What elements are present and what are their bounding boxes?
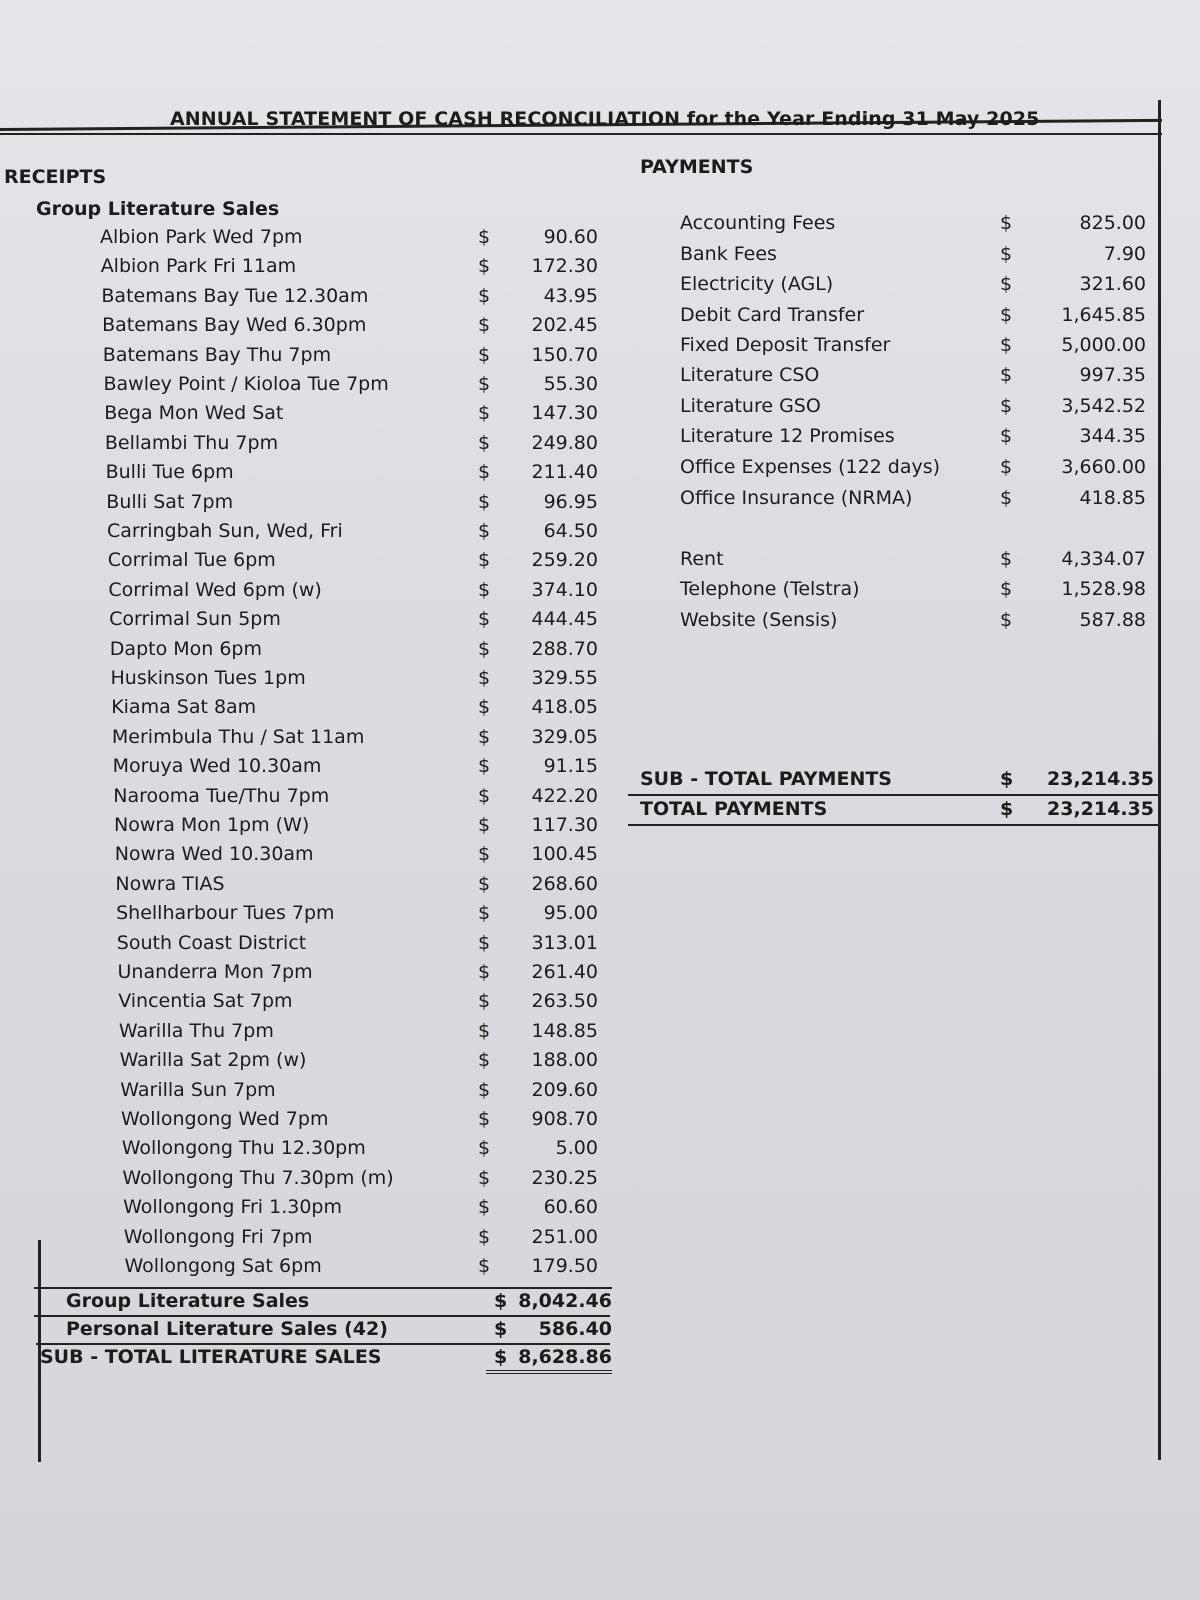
payment-row-label: Electricity (AGL): [680, 273, 834, 295]
payment-total-row-amount: 23,214.35: [1047, 768, 1154, 790]
receipt-row-label: Batemans Bay Thu 7pm: [102, 343, 332, 366]
receipt-row: [125, 1255, 611, 1283]
receipt-row: [103, 344, 610, 372]
receipt-row-amount: 211.40: [531, 461, 598, 484]
receipt-row-currency: $: [478, 520, 491, 542]
receipt-row-amount: 91.15: [543, 755, 598, 778]
grand-total-double-rule: [486, 1370, 612, 1374]
receipt-row-label: Nowra TIAS: [115, 872, 225, 895]
receipt-row-currency: $: [477, 1019, 491, 1042]
payment-row: [680, 395, 1150, 423]
receipt-row-label: Warilla Sun 7pm: [120, 1078, 276, 1101]
receipt-row-label: Carringbah Sun, Wed, Fri: [107, 520, 343, 542]
receipt-row-label: Bawley Point / Kioloa Tue 7pm: [103, 373, 389, 395]
title-rule: [0, 133, 1162, 135]
payment-row-amount: 587.88: [1079, 609, 1146, 631]
receipt-row-amount: 150.70: [531, 343, 598, 366]
receipt-row: [111, 667, 611, 695]
receipt-row-amount: 263.50: [531, 990, 598, 1013]
receipt-row-currency: $: [478, 814, 491, 836]
payment-row: [680, 243, 1150, 271]
receipt-row-label: Wollongong Sat 6pm: [124, 1255, 322, 1277]
receipt-total-row-label: SUB - TOTAL LITERATURE SALES: [40, 1346, 382, 1368]
receipt-row-currency: $: [478, 1255, 491, 1277]
receipt-row: [110, 638, 610, 666]
receipt-row-currency: $: [477, 314, 491, 337]
receipt-row: [108, 579, 610, 607]
receipt-row: [105, 432, 610, 460]
receipt-row: [115, 873, 610, 901]
receipt-row-amount: 5.00: [555, 1137, 598, 1160]
receipt-row-amount: 95.00: [543, 902, 598, 925]
receipt-row: [113, 785, 610, 813]
receipt-row-amount: 259.20: [531, 549, 598, 572]
receipts-heading: RECEIPTS: [4, 166, 107, 188]
receipt-row: [122, 1167, 610, 1195]
receipt-row-amount: 209.60: [531, 1078, 598, 1101]
payment-row-label: Telephone (Telstra): [680, 578, 860, 600]
receipt-total-row-amount: 586.40: [538, 1318, 612, 1340]
receipt-row-label: Albion Park Wed 7pm: [100, 226, 303, 248]
total-rule: [36, 1343, 610, 1345]
payment-row: [680, 304, 1150, 332]
receipt-row: [118, 990, 610, 1018]
receipt-row-amount: 288.70: [531, 637, 598, 660]
receipt-row-label: Bellambi Thu 7pm: [104, 431, 279, 454]
payment-row-currency: $: [1000, 364, 1013, 386]
receipt-row-currency: $: [477, 402, 491, 425]
receipt-row: [111, 696, 610, 724]
receipt-row: [109, 608, 610, 636]
receipt-row-currency: $: [478, 373, 491, 395]
receipt-row: [112, 726, 610, 754]
receipt-row: [102, 314, 610, 342]
receipt-row-amount: 117.30: [531, 814, 598, 836]
receipt-row: [101, 255, 610, 283]
receipt-row-currency: $: [478, 1108, 491, 1130]
payment-row: [680, 456, 1150, 484]
receipt-total-row-label: Personal Literature Sales (42): [66, 1318, 388, 1340]
receipt-row-currency: $: [477, 549, 491, 572]
receipt-row-label: Shellharbour Tues 7pm: [116, 902, 335, 925]
receipt-row: [100, 226, 610, 254]
payment-row-amount: 1,645.85: [1061, 304, 1146, 326]
group-literature-heading: Group Literature Sales: [36, 198, 280, 220]
payment-total-row-label: TOTAL PAYMENTS: [640, 798, 828, 820]
receipt-row-amount: 374.10: [531, 578, 598, 601]
receipt-row: [123, 1196, 610, 1224]
receipt-row-amount: 60.60: [543, 1196, 598, 1219]
payment-row-amount: 7.90: [1103, 243, 1146, 265]
payment-total-rule: [628, 794, 1160, 796]
receipt-row-label: Wollongong Fri 1.30pm: [123, 1196, 342, 1219]
receipt-row-label: Wollongong Thu 12.30pm: [121, 1137, 366, 1160]
payment-row: [680, 364, 1150, 392]
receipt-total-row-amount: 8,042.46: [518, 1290, 612, 1312]
receipt-row-amount: 329.55: [531, 667, 598, 689]
receipt-row-amount: 43.95: [543, 284, 598, 307]
receipt-row: [113, 755, 610, 783]
receipt-row-amount: 251.00: [531, 1225, 598, 1248]
receipt-row: [117, 932, 610, 960]
payment-row: [680, 548, 1150, 576]
receipt-row-amount: 100.45: [531, 843, 598, 866]
receipt-row-currency: $: [477, 1225, 491, 1248]
payment-row-currency: $: [1000, 425, 1013, 447]
receipt-row: [115, 843, 610, 871]
receipt-row-currency: $: [477, 461, 491, 484]
receipt-row-label: Dapto Mon 6pm: [109, 637, 263, 660]
payment-row-currency: $: [1000, 395, 1013, 417]
receipt-row: [120, 1079, 610, 1107]
receipt-row-currency: $: [477, 1166, 491, 1189]
payment-row-label: Literature CSO: [680, 364, 820, 386]
receipt-total-row: [66, 1318, 612, 1346]
payment-row-currency: $: [1000, 487, 1013, 509]
receipt-row-label: Corrimal Tue 6pm: [107, 549, 276, 572]
payment-row-currency: $: [1000, 212, 1013, 234]
receipt-row-currency: $: [477, 902, 491, 925]
receipt-row-amount: 422.20: [531, 784, 598, 807]
receipt-total-row: [66, 1290, 612, 1318]
payment-row-label: Office Insurance (NRMA): [680, 487, 913, 509]
receipt-row-label: South Coast District: [116, 931, 307, 954]
payment-row-currency: $: [1000, 273, 1013, 295]
receipt-row-amount: 418.05: [531, 696, 598, 719]
receipt-row-label: Merimbula Thu / Sat 11am: [111, 725, 365, 748]
payment-row: [680, 609, 1150, 637]
receipt-row-currency: $: [478, 226, 491, 248]
payment-row-currency: $: [1000, 578, 1013, 600]
receipt-row-amount: 90.60: [543, 226, 598, 248]
receipt-row-label: Unanderra Mon 7pm: [117, 961, 313, 983]
receipt-row-label: Nowra Wed 10.30am: [114, 843, 314, 866]
receipt-row: [124, 1226, 610, 1254]
payment-row: [680, 487, 1150, 515]
receipt-row-label: Huskinson Tues 1pm: [110, 667, 306, 689]
payment-row-label: Office Expenses (122 days): [680, 456, 941, 478]
receipt-row-currency: $: [477, 1078, 491, 1101]
receipt-row-currency: $: [477, 608, 491, 631]
payment-total-rule: [628, 824, 1160, 826]
receipt-row-currency: $: [477, 343, 491, 366]
receipt-row-currency: $: [477, 843, 491, 866]
receipt-row-label: Narooma Tue/Thu 7pm: [113, 784, 330, 807]
receipt-row-currency: $: [477, 284, 491, 307]
receipt-row-currency: $: [477, 637, 491, 660]
payment-row-label: Fixed Deposit Transfer: [680, 334, 891, 356]
payment-row-currency: $: [1000, 456, 1013, 478]
payment-row: [680, 273, 1150, 301]
receipt-row: [101, 285, 610, 313]
payment-row-amount: 344.35: [1079, 425, 1146, 447]
receipt-row-label: Nowra Mon 1pm (W): [114, 814, 310, 836]
payment-total-row-currency: $: [1000, 798, 1014, 820]
receipt-row-label: Batemans Bay Wed 6.30pm: [102, 314, 367, 337]
receipt-row-currency: $: [477, 1137, 491, 1160]
receipt-row-amount: 329.05: [531, 725, 598, 748]
statement-title: ANNUAL STATEMENT OF CASH RECONCILIATION for the Year Ending 31 May 2025: [170, 108, 1040, 130]
receipt-row-label: Corrimal Wed 6pm (w): [108, 578, 322, 601]
payment-row-label: Website (Sensis): [680, 609, 838, 631]
payment-row-label: Debit Card Transfer: [680, 304, 865, 326]
receipt-row-amount: 444.45: [531, 608, 598, 631]
payment-row: [680, 425, 1150, 453]
payment-row-label: Rent: [680, 548, 724, 570]
receipt-row-amount: 230.25: [531, 1166, 598, 1189]
payment-row-label: Literature GSO: [680, 395, 821, 417]
receipt-total-row-currency: $: [494, 1290, 508, 1312]
payment-row-amount: 321.60: [1079, 273, 1146, 295]
payment-row: [680, 578, 1150, 606]
receipt-row-currency: $: [477, 990, 491, 1013]
payment-total-row: [640, 798, 1160, 826]
receipt-row-label: Warilla Thu 7pm: [118, 1019, 274, 1042]
receipt-row-currency: $: [477, 1049, 491, 1072]
total-rule: [34, 1315, 610, 1317]
receipt-row-amount: 908.70: [531, 1108, 598, 1130]
receipt-row-amount: 147.30: [531, 402, 598, 425]
receipt-row-label: Warilla Sat 2pm (w): [119, 1049, 307, 1072]
payment-row-amount: 997.35: [1079, 364, 1146, 386]
receipt-row: [106, 491, 610, 519]
total-rule: [34, 1287, 612, 1289]
receipt-row-label: Wollongong Fri 7pm: [123, 1225, 313, 1248]
receipt-row-amount: 64.50: [543, 520, 598, 542]
receipt-row: [118, 961, 611, 989]
receipt-row-currency: $: [477, 931, 491, 954]
receipt-row-label: Albion Park Fri 11am: [100, 255, 297, 278]
receipt-row-currency: $: [477, 784, 491, 807]
payment-row-amount: 5,000.00: [1061, 334, 1146, 356]
receipt-total-row-currency: $: [494, 1318, 508, 1340]
receipt-row-label: Corrimal Sun 5pm: [109, 608, 281, 631]
receipt-row-amount: 249.80: [531, 431, 598, 454]
receipt-row: [122, 1137, 610, 1165]
receipt-row-label: Kiama Sat 8am: [111, 696, 257, 719]
receipt-row-amount: 179.50: [531, 1255, 598, 1277]
receipt-row-currency: $: [477, 696, 491, 719]
receipt-row-label: Bulli Tue 6pm: [105, 461, 234, 484]
receipt-row: [119, 1020, 610, 1048]
payment-row: [680, 212, 1150, 240]
payment-row-currency: $: [1000, 334, 1013, 356]
receipt-row-currency: $: [478, 961, 491, 983]
payment-row-label: Literature 12 Promises: [680, 425, 895, 447]
receipt-row-amount: 188.00: [531, 1049, 598, 1072]
receipt-row-label: Bega Mon Wed Sat: [104, 402, 284, 425]
receipt-row-currency: $: [477, 490, 491, 513]
payment-total-row: [640, 768, 1160, 796]
receipt-row-currency: $: [477, 431, 491, 454]
payment-total-row-amount: 23,214.35: [1047, 798, 1154, 820]
receipt-row-amount: 55.30: [543, 373, 598, 395]
receipt-row: [114, 814, 610, 842]
payment-row-label: Accounting Fees: [680, 212, 836, 234]
receipt-row-currency: $: [477, 1196, 491, 1219]
receipt-row-currency: $: [477, 872, 491, 895]
payments-heading: PAYMENTS: [640, 156, 754, 178]
payment-row-amount: 4,334.07: [1061, 548, 1146, 570]
payment-row-currency: $: [1000, 609, 1013, 631]
receipt-row-currency: $: [478, 667, 491, 689]
receipt-row: [120, 1049, 610, 1077]
receipt-row-label: Moruya Wed 10.30am: [112, 755, 322, 778]
receipt-row-amount: 268.60: [531, 872, 598, 895]
receipt-row-currency: $: [477, 755, 491, 778]
receipt-row-currency: $: [477, 725, 491, 748]
receipt-row-amount: 148.85: [531, 1019, 598, 1042]
payment-total-row-currency: $: [1000, 768, 1014, 790]
receipt-row-amount: 96.95: [543, 490, 598, 513]
payment-row-amount: 1,528.98: [1061, 578, 1146, 600]
receipt-row-label: Vincentia Sat 7pm: [118, 990, 293, 1013]
payment-row-amount: 3,542.52: [1061, 395, 1146, 417]
receipt-row-currency: $: [477, 255, 491, 278]
payment-row: [680, 334, 1150, 362]
payment-row-amount: 825.00: [1079, 212, 1146, 234]
receipt-row-amount: 172.30: [531, 255, 598, 278]
payment-row-currency: $: [1000, 304, 1013, 326]
receipt-row-amount: 313.01: [531, 931, 598, 954]
receipt-row: [104, 402, 610, 430]
receipt-row: [107, 520, 610, 548]
receipt-row-label: Batemans Bay Tue 12.30am: [101, 284, 369, 307]
receipt-row: [116, 902, 610, 930]
receipt-row-label: Wollongong Thu 7.30pm (m): [122, 1166, 394, 1189]
receipt-row-amount: 261.40: [531, 961, 598, 983]
receipt-row: [104, 373, 611, 401]
receipt-row-currency: $: [477, 578, 491, 601]
receipt-row-label: Bulli Sat 7pm: [106, 490, 234, 513]
receipt-row: [108, 549, 610, 577]
payment-row-amount: 3,660.00: [1061, 456, 1146, 478]
payment-row-label: Bank Fees: [680, 243, 777, 265]
payment-row-currency: $: [1000, 548, 1013, 570]
receipt-row: [121, 1108, 610, 1136]
receipt-row-label: Wollongong Wed 7pm: [121, 1108, 329, 1130]
receipt-total-row-label: Group Literature Sales: [66, 1290, 310, 1312]
payment-row-currency: $: [1000, 243, 1013, 265]
receipt-total-row-amount: 8,628.86: [518, 1346, 612, 1368]
receipt-total-row-currency: $: [494, 1346, 508, 1368]
receipt-row-amount: 202.45: [531, 314, 598, 337]
receipt-row: [106, 461, 610, 489]
payment-total-row-label: SUB - TOTAL PAYMENTS: [640, 768, 892, 790]
payment-row-amount: 418.85: [1079, 487, 1146, 509]
